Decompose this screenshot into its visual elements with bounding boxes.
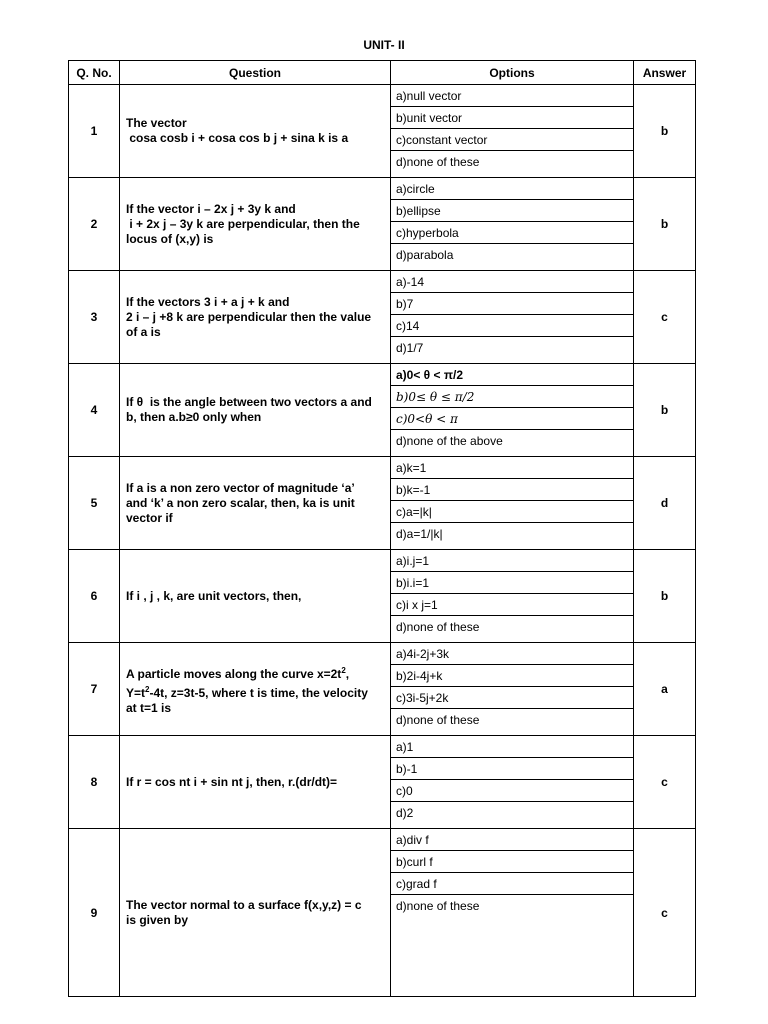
- option: b)0≤ θ ≤ π/2: [391, 386, 633, 408]
- question-text: [120, 550, 391, 643]
- question-text: [120, 85, 391, 178]
- option: b)k=-1: [391, 479, 633, 501]
- option: b)unit vector: [391, 107, 633, 129]
- question-text: [120, 829, 391, 997]
- options-cell: [391, 271, 634, 364]
- option: a)i.j=1: [391, 550, 633, 572]
- header-options: Options: [391, 61, 634, 85]
- question-number: 9: [69, 829, 120, 997]
- answer: c: [634, 271, 696, 364]
- question-text: [120, 457, 391, 550]
- question-text: [120, 178, 391, 271]
- question-line: [126, 663, 384, 682]
- question-line: is given by: [126, 912, 189, 927]
- table-row: [69, 829, 696, 997]
- option: d)none of these: [396, 155, 480, 169]
- table-header-row: [69, 61, 696, 85]
- text-segment: A particle moves along the curve x=2t: [126, 666, 342, 681]
- question-table: [68, 60, 696, 997]
- question-line: vector if: [126, 510, 173, 525]
- answer: b: [634, 364, 696, 457]
- superscript: 2: [145, 684, 150, 694]
- answer: c: [634, 829, 696, 997]
- answer: a: [634, 643, 696, 736]
- option: a)0< θ < π/2: [391, 364, 633, 386]
- option: c)a=|k|: [391, 501, 633, 523]
- option: c)hyperbola: [391, 222, 633, 244]
- option: b)7: [391, 293, 633, 315]
- question-line: locus of (x,y) is: [126, 231, 214, 246]
- option: c)0: [391, 780, 633, 802]
- options-cell: [391, 364, 634, 457]
- question-text: [120, 736, 391, 829]
- table-row: [69, 85, 696, 178]
- option: d)1/7: [396, 341, 424, 355]
- options-cell: [391, 829, 634, 997]
- option: b)2i-4j+k: [391, 665, 633, 687]
- text-segment: -4t, z=3t-5, where t is time, the velocity: [149, 685, 368, 700]
- option: a)-14: [391, 271, 633, 293]
- question-line: and ‘k’ a non zero scalar, then, ka is unit: [126, 495, 355, 510]
- question-line: If θ is the angle between two vectors a and: [126, 395, 372, 409]
- option: c)i x j=1: [391, 594, 633, 616]
- option: d)none of the above: [396, 434, 503, 448]
- text-segment: ,: [345, 666, 350, 681]
- table-row: [69, 643, 696, 736]
- option: a)1: [391, 736, 633, 758]
- option: b)curl f: [391, 851, 633, 873]
- text-segment: Y=t: [126, 685, 146, 700]
- header-answer: Answer: [634, 61, 696, 85]
- option: b)i.i=1: [391, 572, 633, 594]
- question-line: The vector: [126, 116, 187, 130]
- question-number: 6: [69, 550, 120, 643]
- option: a)4i-2j+3k: [391, 643, 633, 665]
- question-line: If the vectors 3 i + a j + k and: [126, 294, 290, 309]
- header-qno: Q. No.: [69, 61, 120, 85]
- option: a)null vector: [391, 85, 633, 107]
- option: c)constant vector: [391, 129, 633, 151]
- question-line: If r = cos nt i + sin nt j, then, r.(dr/dt)=: [126, 774, 338, 789]
- options-cell: [391, 178, 634, 271]
- question-line: at t=1 is: [126, 700, 172, 715]
- question-line: The vector normal to a surface f(x,y,z) = c: [126, 897, 362, 912]
- question-line: If i , j , k, are unit vectors, then,: [126, 588, 302, 603]
- question-line: cosa cosb i + cosa cos b j + sina k is a: [126, 131, 349, 145]
- option: c)3i-5j+2k: [391, 687, 633, 709]
- table-row: [69, 178, 696, 271]
- table-row: [69, 736, 696, 829]
- superscript: 2: [341, 665, 346, 675]
- option: c)grad f: [391, 873, 633, 895]
- option: c)14: [391, 315, 633, 337]
- question-text: [120, 271, 391, 364]
- question-line: [126, 682, 384, 701]
- table-row: [69, 550, 696, 643]
- question-number: 2: [69, 178, 120, 271]
- options-cell: [391, 85, 634, 178]
- question-line: 2 i – j +8 k are perpendicular then the value: [126, 309, 372, 324]
- options-cell: [391, 736, 634, 829]
- question-line: b, then a.b≥0 only when: [126, 410, 262, 424]
- question-line: i + 2x j – 3y k are perpendicular, then the: [126, 216, 360, 231]
- question-line: If the vector i – 2x j + 3y k and: [126, 201, 296, 216]
- option: d)none of these: [396, 713, 480, 727]
- option: d)parabola: [396, 248, 454, 262]
- table-row: [69, 457, 696, 550]
- option: a)circle: [391, 178, 633, 200]
- answer: d: [634, 457, 696, 550]
- question-number: 4: [69, 364, 120, 457]
- header-question: Question: [120, 61, 391, 85]
- options-cell: [391, 550, 634, 643]
- answer: c: [634, 736, 696, 829]
- table-row: [69, 364, 696, 457]
- question-number: 3: [69, 271, 120, 364]
- option: d)a=1/|k|: [396, 527, 443, 541]
- option: b)ellipse: [391, 200, 633, 222]
- options-cell: [391, 643, 634, 736]
- question-number: 1: [69, 85, 120, 178]
- option: d)2: [396, 806, 414, 820]
- options-cell: [391, 457, 634, 550]
- question-line: of a is: [126, 324, 161, 339]
- question-line: If a is a non zero vector of magnitude ‘a’: [126, 480, 355, 495]
- question-number: 5: [69, 457, 120, 550]
- question-number: 7: [69, 643, 120, 736]
- table-row: [69, 271, 696, 364]
- option: a)div f: [391, 829, 633, 851]
- question-text: [120, 643, 391, 736]
- answer: b: [634, 178, 696, 271]
- option: a)k=1: [391, 457, 633, 479]
- question-text: [120, 364, 391, 457]
- page-title: UNIT- II: [363, 38, 405, 52]
- option: c)0<θ < π: [391, 408, 633, 430]
- option: b)-1: [391, 758, 633, 780]
- option: d)none of these: [396, 899, 480, 913]
- question-number: 8: [69, 736, 120, 829]
- answer: b: [634, 85, 696, 178]
- answer: b: [634, 550, 696, 643]
- option: d)none of these: [396, 620, 480, 634]
